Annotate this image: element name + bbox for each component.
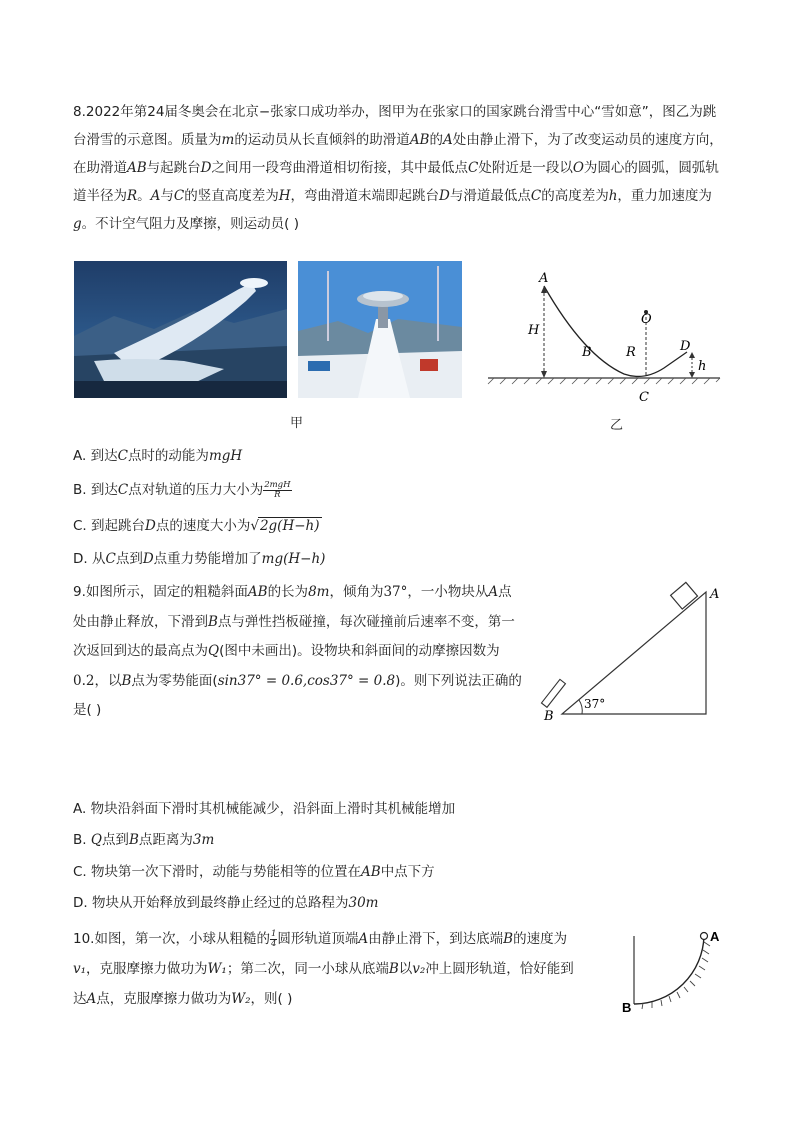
label-D: D — [680, 339, 691, 354]
question-number: 10. — [73, 931, 95, 947]
label-h: h — [698, 359, 707, 374]
q8-option-b[interactable]: B. 到达C点对轨道的压力大小为 $\frac{\text{2mgH}}{R}$ — [73, 479, 291, 500]
question-10-text: 10.如图，第一次，小球从粗糙的 $\frac{1}{4}$ 圆形轨道顶端A由静止滑下，到达底端B的速度为v₁，克服摩擦力做功为W₁；第二次，同一小球从底端B以v₂冲上圆形轨道，恰好能到达A点，克服摩擦力做功为W₂，则( ) — [73, 928, 574, 1007]
q8-option-c[interactable]: C. 到起跳台D点的速度大小为√2g(H−h) — [73, 518, 320, 534]
ski-track-diagram — [484, 266, 726, 406]
label-B: B — [622, 1000, 632, 1015]
q9-option-b[interactable]: B. Q点到B点距离为3m — [73, 832, 215, 848]
label-A: A — [710, 929, 720, 944]
question-number: 9. — [73, 584, 86, 600]
angle-label: 37° — [584, 697, 606, 711]
figure-caption-jia: 甲 — [290, 416, 304, 431]
question-9-text: 9.如图所示，固定的粗糙斜面AB的长为8m，倾角为37°，一小物块从A点处由静止释放，下滑到B点与弹性挡板碰撞，每次碰撞前后速率不变，第一次返回到达的最高点为Q(图中未画出)。设物块和斜面间的动摩擦因数为0.2，以B点为零势能面(sin37° = 0.6,cos37° = 0.8)。则下列说法正确的是( ) — [73, 584, 522, 718]
label-O: O — [641, 312, 652, 327]
label-B: B — [544, 709, 554, 723]
q9-option-d[interactable]: D. 物块从开始释放到最终静止经过的总路程为30m — [73, 895, 379, 911]
fraction-quarter: $\frac{1}{4}$ — [270, 928, 277, 949]
q9-option-c[interactable]: C. 物块第一次下滑时，动能与势能相等的位置在AB中点下方 — [73, 864, 435, 880]
label-A: A — [710, 587, 720, 602]
question-8-text: 8.2022年第24届冬奥会在北京−张家口成功举办，图甲为在张家口的国家跳台滑雪中心“雪如意”，图乙为跳台滑雪的示意图。质量为m的运动员从长直倾斜的助滑道AB的A处由静止滑下，为了改变运动员的速度方向，在助滑道AB与起跳台D之间用一段弯曲滑道相切衔接，其中最低点C处附近是一段以O为圆心的圆弧，圆弧轨道半径为R。A与C的竖直高度差为H，弯曲滑道末端即起跳台D与滑道最低点C的高度差为h，重力加速度为g。不计空气阻力及摩擦，则运动员( ) — [73, 104, 723, 232]
q8-option-d[interactable]: D. 从C点到D点重力势能增加了mg(H−h) — [73, 551, 326, 567]
q8-option-a[interactable]: A. 到达C点时的动能为mgH — [73, 448, 243, 464]
quarter-circle-track-diagram — [618, 926, 728, 1016]
figure-caption-yi: 乙 — [610, 418, 624, 433]
incline-diagram — [534, 578, 734, 723]
label-H: H — [528, 323, 540, 338]
label-R: R — [626, 345, 636, 360]
label-B: B — [582, 345, 592, 360]
label-C: C — [639, 390, 649, 405]
fraction: $\frac{\text{2mgH}}{R}$ — [264, 479, 291, 500]
question-number: 8. — [73, 104, 86, 120]
ski-jump-day-photo — [298, 261, 462, 398]
q9-option-a[interactable]: A. 物块沿斜面下滑时其机械能减少，沿斜面上滑时其机械能增加 — [73, 801, 456, 817]
label-A: A — [539, 271, 549, 286]
ski-jump-night-photo — [74, 261, 287, 398]
